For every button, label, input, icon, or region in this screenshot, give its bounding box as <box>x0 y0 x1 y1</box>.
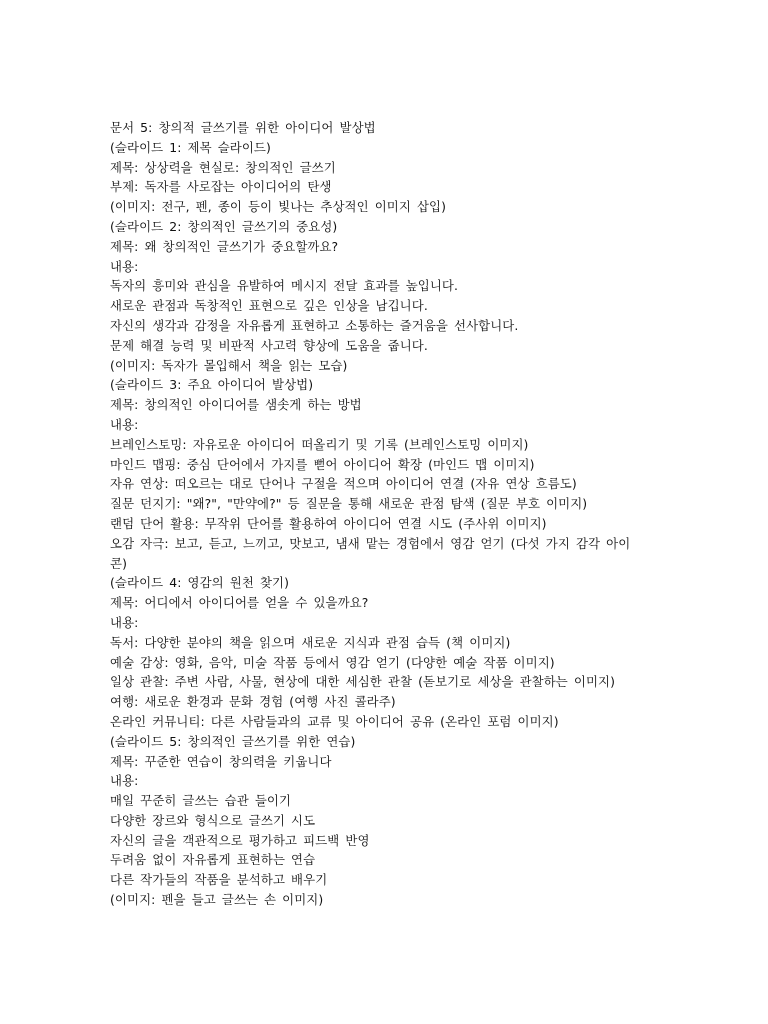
slide-2-heading: (슬라이드 2: 창의적인 글쓰기의 중요성) <box>110 218 338 234</box>
slide-5-title: 제목: 꾸준한 연습이 창의력을 키웁니다 <box>110 753 332 769</box>
slide-3-bullet: 오감 자극: 보고, 듣고, 느끼고, 맛보고, 냄새 맡는 경험에서 영감 얻기 (다섯 가지 감각 아이 <box>110 535 631 551</box>
slide-3-bullet: 마인드 맵핑: 중심 단어에서 가지를 뻗어 아이디어 확장 (마인드 맵 이미지) <box>110 456 535 472</box>
slide-5-image-note: (이미지: 펜을 들고 글쓰는 손 이미지) <box>110 892 324 908</box>
slide-1-title: 제목: 상상력을 현실로: 창의적인 글쓰기 <box>110 159 336 175</box>
slide-2-image-note: (이미지: 독자가 몰입해서 책을 읽는 모습) <box>110 357 348 373</box>
slide-3-bullet: 자유 연상: 떠오르는 대로 단어나 구절을 적으며 아이디어 연결 (자유 연상 흐름도) <box>110 476 577 492</box>
slide-3-bullet: 질문 던지기: "왜?", "만약에?" 등 질문을 통해 새로운 관점 탐색 (질문 부호 이미지) <box>110 496 588 512</box>
slide-5-content-label: 내용: <box>110 773 139 789</box>
slide-4-bullet: 독서: 다양한 분야의 책을 읽으며 새로운 지식과 관점 습득 (책 이미지) <box>110 634 511 650</box>
slide-2-bullet: 새로운 관점과 독창적인 표현으로 깊은 인상을 남깁니다. <box>110 298 428 314</box>
slide-3-bullet: 브레인스토밍: 자유로운 아이디어 떠올리기 및 기록 (브레인스토밍 이미지) <box>110 436 529 452</box>
slide-5-bullet: 다양한 장르와 형식으로 글쓰기 시도 <box>110 812 316 828</box>
slide-5-heading: (슬라이드 5: 창의적인 글쓰기를 위한 연습) <box>110 733 356 749</box>
slide-2-bullet: 독자의 흥미와 관심을 유발하여 메시지 전달 효과를 높입니다. <box>110 278 459 294</box>
slide-5-bullet: 다른 작가들의 작품을 분석하고 배우기 <box>110 872 328 888</box>
slide-2-bullet: 자신의 생각과 감정을 자유롭게 표현하고 소통하는 즐거움을 선사합니다. <box>110 317 519 333</box>
slide-4-bullet: 여행: 새로운 환경과 문화 경험 (여행 사진 콜라주) <box>110 694 396 710</box>
slide-2-content-label: 내용: <box>110 258 139 274</box>
slide-2-bullet: 문제 해결 능력 및 비판적 사고력 향상에 도움을 줍니다. <box>110 337 428 353</box>
document-body <box>110 118 730 910</box>
slide-3-title: 제목: 창의적인 아이디어를 샘솟게 하는 방법 <box>110 397 362 413</box>
slide-1-subtitle: 부제: 독자를 사로잡는 아이디어의 탄생 <box>110 179 332 195</box>
slide-5-bullet: 자신의 글을 객관적으로 평가하고 피드백 반영 <box>110 832 370 848</box>
slide-4-bullet: 예술 감상: 영화, 음악, 미술 작품 등에서 영감 얻기 (다양한 예술 작품 이미지) <box>110 654 555 670</box>
slide-5-bullet: 매일 꾸준히 글쓰는 습관 들이기 <box>110 793 292 809</box>
slide-3-content-label: 내용: <box>110 416 139 432</box>
slide-3-bullet-continuation: 콘) <box>110 555 128 571</box>
slide-4-heading: (슬라이드 4: 영감의 원천 찾기) <box>110 575 290 591</box>
slide-5-bullet: 두려움 없이 자유롭게 표현하는 연습 <box>110 852 316 868</box>
slide-4-bullet: 일상 관찰: 주변 사람, 사물, 현상에 대한 세심한 관찰 (돋보기로 세상을 관찰하는 이미지) <box>110 674 616 690</box>
slide-4-bullet: 온라인 커뮤니티: 다른 사람들과의 교류 및 아이디어 공유 (온라인 포럼 이미지) <box>110 713 559 729</box>
slide-1-image-note: (이미지: 전구, 펜, 종이 등이 빛나는 추상적인 이미지 삽입) <box>110 199 447 215</box>
slide-4-title: 제목: 어디에서 아이디어를 얻을 수 있을까요? <box>110 595 369 611</box>
slide-3-heading: (슬라이드 3: 주요 아이디어 발상법) <box>110 377 314 393</box>
document-title: 문서 5: 창의적 글쓰기를 위한 아이디어 발상법 <box>110 120 376 135</box>
slide-4-content-label: 내용: <box>110 614 139 630</box>
slide-2-title: 제목: 왜 창의적인 글쓰기가 중요할까요? <box>110 238 339 254</box>
slide-1-heading: (슬라이드 1: 제목 슬라이드) <box>110 139 271 155</box>
slide-3-bullet: 랜덤 단어 활용: 무작위 단어를 활용하여 아이디어 연결 시도 (주사위 이미지) <box>110 515 547 531</box>
